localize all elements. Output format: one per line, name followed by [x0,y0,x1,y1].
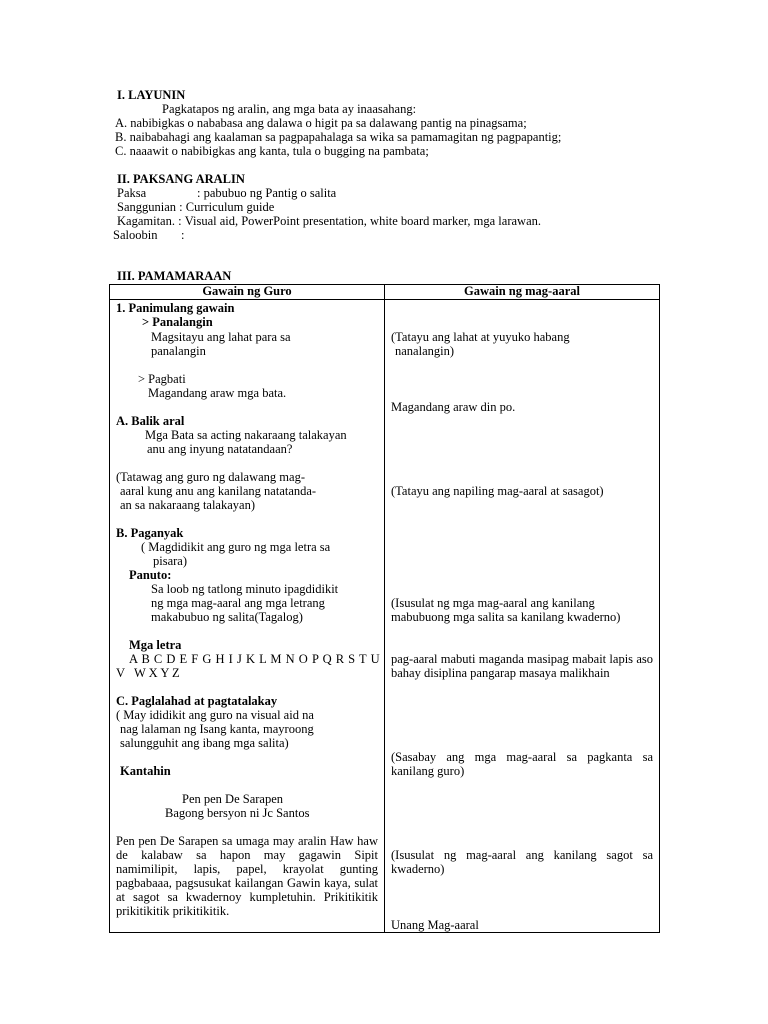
isusulat-text-2: mabubuong mga salita sa kanilang kwaderno) [391,610,621,624]
pamamaraan-table [109,284,660,933]
kagamitan-key: Kagamitan. [117,214,175,228]
guro-cell [110,300,385,933]
sanggunian-value: Curriculum guide [185,200,275,214]
mag-aaral-cell [385,300,660,933]
sanggunian-key: Sanggunian [117,200,177,214]
panuto-title: Panuto: [129,568,172,582]
sanggunian-row [117,200,541,214]
paksa-row [117,186,541,200]
table-body-row [110,300,660,933]
sagot-text: (Isusulat ng mag-aaral ang kanilang sagot sa kwaderno) [391,848,653,876]
header-gawain-mag-aaral: Gawain ng mag-aaral [385,285,660,300]
section-title-layunin: I. LAYUNIN [117,88,186,102]
panuto-text-2: ng mga mag-aaral ang mga letrang [151,596,325,610]
kagamitan-value: Visual aid, PowerPoint presentation, white board marker, mga larawan. [184,214,541,228]
panalangin-text-2: panalangin [151,344,206,358]
panimulang-title: 1. Panimulang gawain [116,301,235,315]
saloobin-sep: : [181,228,185,242]
song-lyrics: Pen pen De Sarapen sa umaga may aralin Haw haw de kalabaw sa hapon may gagawin Sipit namimilipit, lapis, papel, krayolat gunting pagbabaaa, pagsusukat kailangan Gawin kaya, sulat at sagot sa kwadernoy kumpletuhin. Prikitikitik prikitikitik prikitikitik. [116,834,378,918]
kagamitan-row [117,214,541,228]
header-gawain-guro: Gawain ng Guro [110,285,385,300]
pagbati-text: Magandang araw mga bata. [148,386,287,400]
balik-aral-text-1: Mga Bata sa acting nakaraang talakayan [145,428,347,442]
section-title-pamamaraan: III. PAMAMARAAN [117,269,232,283]
paganyak-text-1: ( Magdidikit ang guro ng mga letra sa [141,540,331,554]
panalangin-text-1: Magsitayu ang lahat para sa [151,330,291,344]
song-subtitle: Bagong bersyon ni Jc Santos [165,806,310,820]
pagbati-response: Magandang araw din po. [391,400,516,414]
kantahin-title: Kantahin [120,764,171,778]
saloobin-row [113,228,541,242]
paksa-key: Paksa [117,186,147,200]
layunin-item-b: B. naibabahagi ang kaalaman sa pagpapahalaga sa wika sa pamamagitan ng pagpapantig; [115,130,562,144]
paksa-sep: : [197,186,201,200]
paglalahad-text-3: salungguhit ang ibang mga salita) [120,736,289,750]
balik-aral-text-2: anu ang inyung natatandaan? [147,442,293,456]
sasabay-text: (Sasabay ang mga mag-aaral sa pagkanta sa kanilang guro) [391,750,653,778]
paganyak-text-2: pisara) [153,554,188,568]
layunin-item-c: C. naaawit o nabibigkas ang kanta, tula o bugging na pambata; [115,144,429,158]
paglalahad-title: C. Paglalahad at pagtatalakay [116,694,278,708]
mga-letra-line-2: V W X Y Z [116,666,180,680]
paganyak-title: B. Paganyak [116,526,184,540]
tatawag-text-3: an sa nakaraang talakayan) [120,498,255,512]
layunin-intro: Pagkatapos ng aralin, ang mga bata ay inaasahang: [162,102,417,116]
kagamitan-sep: : [178,214,182,228]
napili-text: (Tatayu ang napiling mag-aaral at sasagot) [391,484,604,498]
table-header-row [110,285,660,300]
pagbati-label: > Pagbati [138,372,186,386]
section-paksang-aralin [113,172,541,242]
layunin-item-a: A. nabibigkas o nababasa ang dalawa o higit pa sa dalawang pantig na pinagsama; [115,116,527,130]
tatayu-text-1: (Tatayu ang lahat at yuyuko habang [391,330,570,344]
panalangin-label: > Panalangin [142,315,213,329]
section-title-paksang-aralin: II. PAKSANG ARALIN [117,172,245,186]
sanggunian-sep: : [179,200,183,214]
song-title: Pen pen De Sarapen [182,792,284,806]
mga-letra-title: Mga letra [129,638,182,652]
tatawag-text-2: aaral kung anu ang kanilang natatanda- [120,484,317,498]
paksa-value: pabubuo ng Pantig o salita [203,186,337,200]
student-words: pag-aaral mabuti maganda masipag mabait lapis aso bahay disiplina pangarap masaya malikhain [391,652,653,680]
mga-letra-line-1: A B C D E F G H I J K L M N O P Q R S T U [129,652,381,666]
isusulat-text-1: (Isusulat ng mga mag-aaral ang kanilang [391,596,595,610]
balik-aral-title: A. Balik aral [116,414,185,428]
paglalahad-text-1: ( May ididikit ang guro na visual aid na [116,708,314,722]
tatawag-text-1: (Tatawag ang guro ng dalawang mag- [116,470,305,484]
unang-mag-aaral: Unang Mag-aaral [391,918,479,932]
paglalahad-text-2: nag lalaman ng Isang kanta, mayroong [120,722,314,736]
panuto-text-3: makabubuo ng salita(Tagalog) [151,610,303,624]
tatayu-text-2: nanalangin) [395,344,455,358]
panuto-text-1: Sa loob ng tatlong minuto ipagdidikit [151,582,339,596]
saloobin-key: Saloobin [113,228,158,242]
section-layunin [117,88,561,158]
